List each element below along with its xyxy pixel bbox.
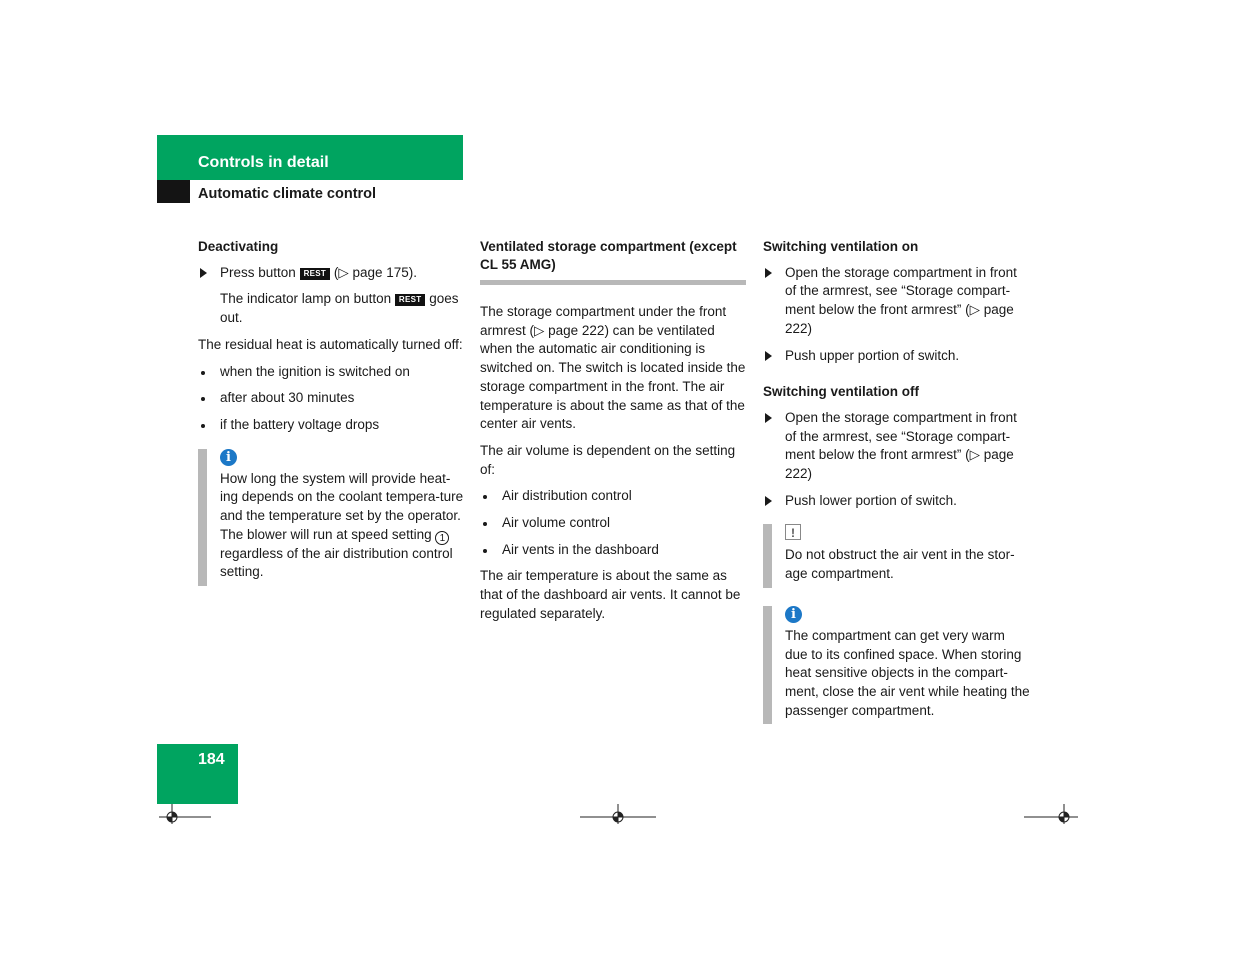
step-push-lower: Push lower portion of switch. [763,492,1031,511]
list-item: Air distribution control [480,487,746,506]
storage-para-3: The air temperature is about the same as that of the dashboard air vents. It cannot be regulated separately. [480,568,741,621]
step-press-button: Press button REST (▷ page 175). [198,264,466,283]
heading-deactivating: Deactivating [198,239,279,254]
list-item: Air vents in the dashboard [480,541,746,560]
list-item: Air volume control [480,514,746,533]
note-bar [198,449,207,587]
info-note [763,606,1031,721]
warning-icon: ! [785,524,801,540]
heading-ventilation-off: Switching ventilation off [763,384,919,400]
note-bar [763,524,772,587]
list-item: if the battery voltage drops [198,416,466,435]
speed-setting-symbol: 1 [435,531,449,545]
step-open-compartment: Open the storage compartment in front of the armrest, see “Storage compart-ment below the front armrest” (▷ page 222) [763,409,1031,484]
section-title: Controls in detail [198,154,329,171]
storage-para-1: The storage compartment under the front armrest (▷ page 222) can be ventilated when the automatic air conditioning is switched on. The switch is located inside the storage compartment in the front. The air temperature is about the same as that of the center air vents. [480,304,746,432]
list-item: after about 30 minutes [198,389,466,408]
warning-note-text: Do not obstruct the air vent in the stor-age compartment. [785,547,1015,582]
info-note-text: The compartment can get very warm due to its confined space. When storing heat sensitive objects in the compart-ment, close the air vent while heating the passenger compartment. [785,627,1030,718]
info-icon: i [220,449,237,466]
subsection-title: Automatic climate control [198,186,377,202]
residual-heat-para: The residual heat is automatically turned off: [198,336,463,352]
rest-button-symbol: REST [395,294,426,306]
info-note-text: How long the system will provide heat-ing depends on the coolant tempera-ture and the temperature set by the operator. The blower will run at speed setting 1 regardless of the air distribution control setting. [220,470,464,580]
warning-note [763,524,1031,583]
heading-ventilation-on: Switching ventilation on [763,239,919,254]
page-number: 184 [198,751,225,768]
rest-button-symbol: REST [300,268,331,280]
info-icon: i [785,606,802,623]
heading-ventilated-storage: Ventilated storage compartment (except CL 55 AMG) [480,238,746,285]
step-open-compartment: Open the storage compartment in front of the armrest, see “Storage compart-ment below the front armrest” (▷ page 222) [763,264,1031,339]
note-bar [763,606,772,725]
indicator-note: The indicator lamp on button REST goes out. [220,291,459,326]
registration-mark-icon [1022,802,1080,824]
storage-para-2: The air volume is dependent on the setting of: [480,442,736,477]
column-1 [198,238,466,590]
info-note [198,449,466,583]
registration-mark-icon [578,802,658,824]
list-item: when the ignition is switched on [198,363,466,382]
header-marker [157,180,190,203]
column-2 [480,238,746,632]
step-push-upper: Push upper portion of switch. [763,347,1031,366]
column-3 [763,238,1031,728]
registration-mark-icon [157,802,213,824]
